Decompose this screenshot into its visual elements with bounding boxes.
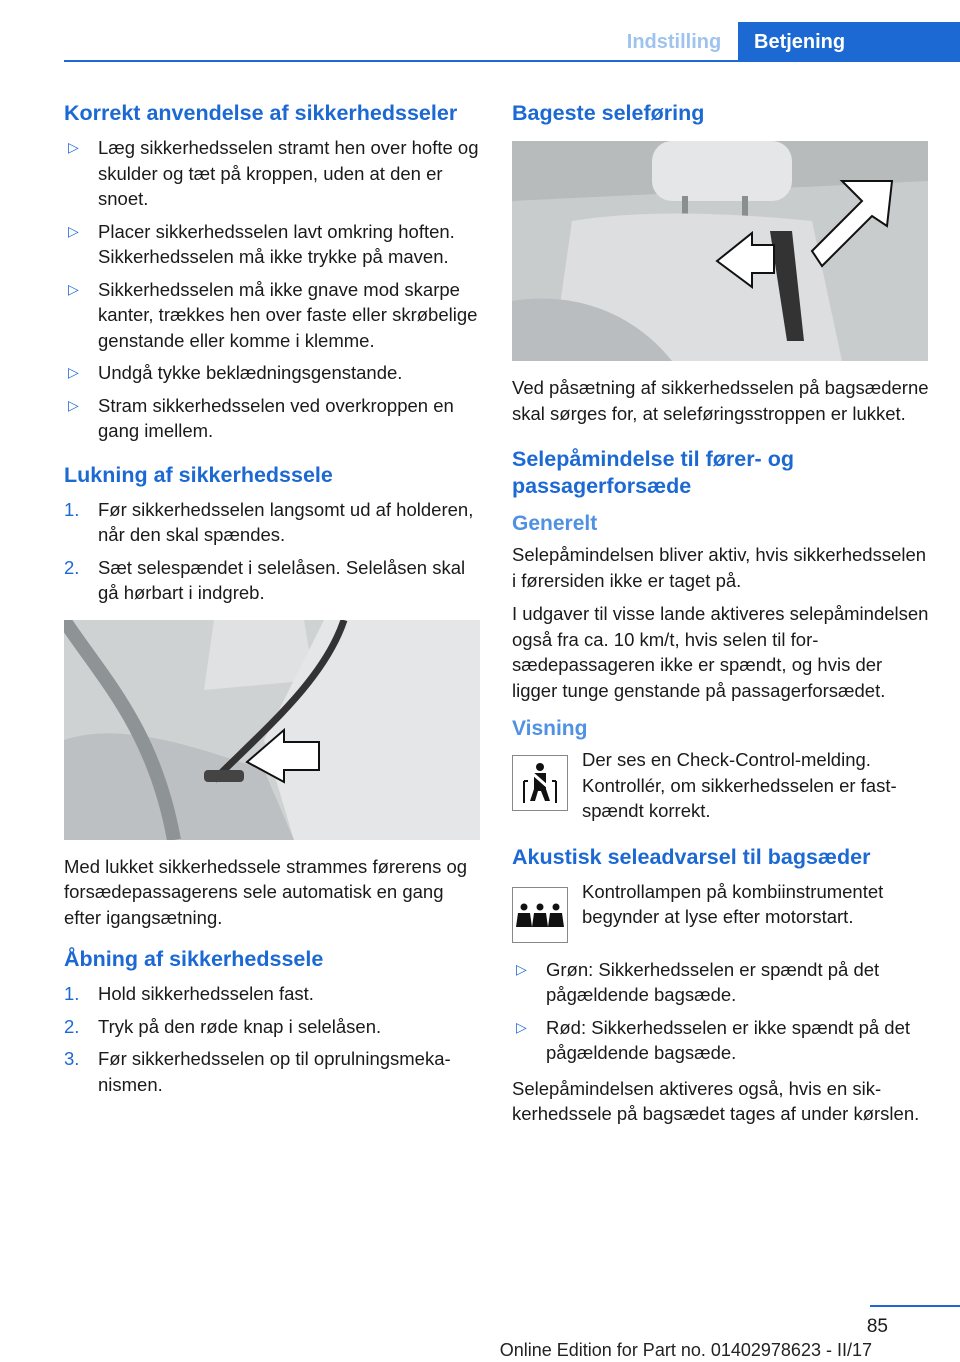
list-item: 1. Hold sikkerhedsselen fast. <box>64 983 314 1004</box>
list-item: 2. Sæt selespændet i selelåsen. Selelåsen skal gå hørbart i indgreb. <box>64 556 466 603</box>
section-title-opening-belt: Åbning af sikkerhedssele <box>64 947 324 971</box>
rear-indicator-text: Kontrollampen på kombiinstrumentet begynder at lyse efter motorstart. <box>582 880 884 927</box>
subsection-title-display: Visning <box>512 717 588 740</box>
triangle-bullet-icon: ▷ <box>68 139 79 155</box>
rear-seat-occupancy-icon <box>512 887 568 943</box>
list-item: ▷ Placer sikkerhedsselen lavt omkring hoften. Sikkerhedsselen må ikke trykke på maven. <box>68 220 455 267</box>
list-item: 2. Tryk på den røde knap i selelåsen. <box>64 1015 382 1037</box>
list-item: ▷ Stram sikkerhedsselen ved overkroppen en gang imellem. <box>68 394 454 441</box>
section-title-correct-use: Korrekt anvendelse af sikkerhedsseler <box>64 101 458 125</box>
triangle-bullet-icon: ▷ <box>516 1018 527 1035</box>
rear-seat-illustration <box>512 141 928 361</box>
list-item: 3. Før sikkerhedsselen op til oprulningsmekanismen. <box>64 1048 451 1095</box>
rear-indicator-row <box>512 879 932 943</box>
auto-tension-text: Med lukket sikkerhedssele strammes førerens og forsædepassagerens sele automatisk en gang efter igangsætning. <box>64 855 468 928</box>
list-item: ▷ Sikkerhedsselen må ikke gnave mod skarpe kanter, trækkes hen over faste eller skrøbelige genstande eller komme i klemme. <box>68 278 478 351</box>
front-seat-illustration <box>64 620 480 840</box>
section-title-rear-belt-warning: Akustisk seleadvarsel til bagsæder <box>512 844 871 869</box>
left-column <box>64 100 480 1107</box>
display-row <box>512 747 932 824</box>
triangle-bullet-icon: ▷ <box>68 396 79 413</box>
section-title-rear-belt-guide: Bageste seleføring <box>512 101 705 125</box>
triangle-bullet-icon: ▷ <box>68 222 79 239</box>
rear-reminder-final-text: Selepåmindelsen aktiveres også, hvis en sikkerhedssele på bagsædet tages af under kørslen. <box>512 1077 920 1124</box>
list-item: ▷ Læg sikkerhedsselen stramt hen over hofte og skulder og tæt på kroppen, uden at den er snoet. <box>68 137 479 209</box>
front-seat-belt-photo <box>64 620 480 840</box>
section-title-closing-belt: Lukning af sikkerhedssele <box>64 462 333 487</box>
right-column <box>512 100 932 1135</box>
edition-note: Online Edition for Part no. 01402978623 - II/17 <box>499 1340 872 1360</box>
list-item: ▷ Undgå tykke beklædningsgenstande. <box>64 360 480 386</box>
closing-belt-steps <box>64 497 480 606</box>
general-text-2: I udgaver til visse lande aktiveres selepåmindelsen også fra ca. 10 km/t, hvis selen til forsædepassageren ikke er spændt, og hvis der ligger tunge genstande på passagerforsædet. <box>512 603 929 701</box>
display-text: Der ses en Check-Control-melding. Kontrollér, om sikkerhedsselen er fastspændt korrekt. <box>582 749 897 821</box>
seatbelt-warning-icon <box>512 755 568 811</box>
rear-indicator-states <box>512 957 932 1066</box>
correct-use-list <box>64 135 480 444</box>
triangle-bullet-icon: ▷ <box>68 364 79 380</box>
triangle-bullet-icon: ▷ <box>68 280 79 297</box>
rear-belt-guide-text: Ved påsætning af sikkerhedsselen på bagsæderne skal sørges for, at seleføringsstroppen er lukket. <box>512 377 929 424</box>
header-rule <box>64 60 960 62</box>
tab-betjening[interactable]: Betjening <box>738 22 960 62</box>
subsection-title-general: Generelt <box>512 512 598 535</box>
list-item: ▷ Grøn: Sikkerhedsselen er spændt på det pågældende bagsæde. <box>516 958 880 1005</box>
opening-belt-steps <box>64 981 480 1097</box>
list-item: 1. Før sikkerhedsselen langsomt ud af holderen, når den skal spændes. <box>64 498 474 545</box>
footer-rule <box>870 1305 960 1307</box>
page-number: 85 <box>866 1316 888 1337</box>
tab-indstilling[interactable]: Indstilling <box>626 30 722 53</box>
general-text-1: Selepåmindelsen bliver aktiv, hvis sikkerhedsselen i førersiden ikke er taget på. <box>512 544 927 591</box>
rear-seat-belt-guide-photo <box>512 141 928 361</box>
section-title-belt-reminder: Selepåmindelse til fører- og passagerforsæde <box>512 447 794 498</box>
list-item: ▷ Rød: Sikkerhedsselen er ikke spændt på det pågældende bagsæde. <box>516 1016 911 1063</box>
triangle-bullet-icon: ▷ <box>516 960 527 977</box>
